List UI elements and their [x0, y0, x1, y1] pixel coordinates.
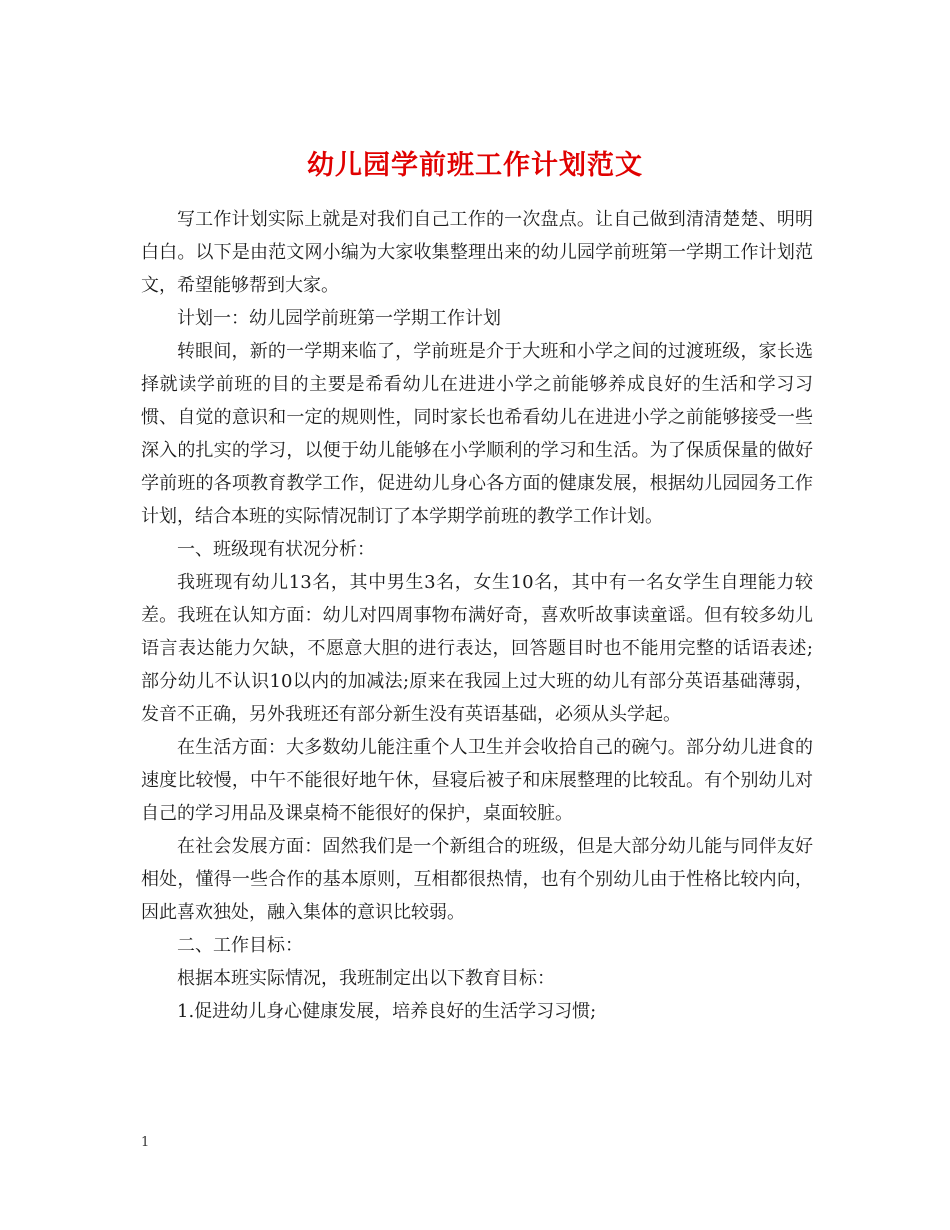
- section-heading-class-analysis: 一、班级现有状况分析：: [177, 539, 375, 560]
- paragraph-cognition: 我班现有幼儿13名，其中男生3名，女生10名，其中有一名女学生自理能力较差。我班在认知方面：幼儿对四周事物布满好奇，喜欢听故事读童谣。但有较多幼儿语言表达能力欠缺，不愿意大胆的进行表达，回答题目时也不能用完整的话语表述;部分幼儿不认识10以内的加减法;原来在我园上过大班的幼儿有部分英语基础薄弱，发音不正确，另外我班还有部分新生没有英语基础，必须从头学起。: [141, 572, 813, 725]
- paragraph-plan-heading: 计划一：幼儿园学前班第一学期工作计划: [177, 308, 501, 329]
- section-heading-work-goals: 二、工作目标：: [177, 935, 303, 956]
- document-title: 幼儿园学前班工作计划范文: [307, 150, 643, 182]
- paragraph-social-development: 在社会发展方面：固然我们是一个新组合的班级，但是大部分幼儿能与同伴友好相处，懂得一些合作的基本原则，互相都很热情，也有个别幼儿由于性格比较内向，因此喜欢独处，融入集体的意识比较弱。: [141, 836, 813, 923]
- goal-item-1: 1.促进幼儿身心健康发展，培养良好的生活学习习惯;: [177, 1001, 597, 1022]
- document-body: [141, 203, 813, 1028]
- paragraph-daily-life: 在生活方面：大多数幼儿能注重个人卫生并会收拾自己的碗勺。部分幼儿进食的速度比较慢，中午不能很好地午休，昼寝后被子和床展整理的比较乱。有个别幼儿对自己的学习用品及课桌椅不能很好的保护，桌面较脏。: [141, 737, 813, 824]
- page-number: 1: [141, 1135, 150, 1150]
- paragraph-intro: 写工作计划实际上就是对我们自己工作的一次盘点。让自己做到清清楚楚、明明白白。以下是由范文网小编为大家收集整理出来的幼儿园学前班第一学期工作计划范文，希望能够帮到大家。: [141, 209, 813, 296]
- paragraph-overview: 转眼间，新的一学期来临了，学前班是介于大班和小学之间的过渡班级，家长选择就读学前班的目的主要是希看幼儿在进进小学之前能够养成良好的生活和学习习惯、自觉的意识和一定的规则性，同时家长也希看幼儿在进进小学之前能够接受一些深入的扎实的学习，以便于幼儿能够在小学顺利的学习和生活。为了保质保量的做好学前班的各项教育教学工作，促进幼儿身心各方面的健康发展，根据幼儿园园务工作计划，结合本班的实际情况制订了本学期学前班的教学工作计划。: [141, 341, 813, 527]
- paragraph-goals-intro: 根据本班实际情况，我班制定出以下教育目标：: [177, 968, 555, 989]
